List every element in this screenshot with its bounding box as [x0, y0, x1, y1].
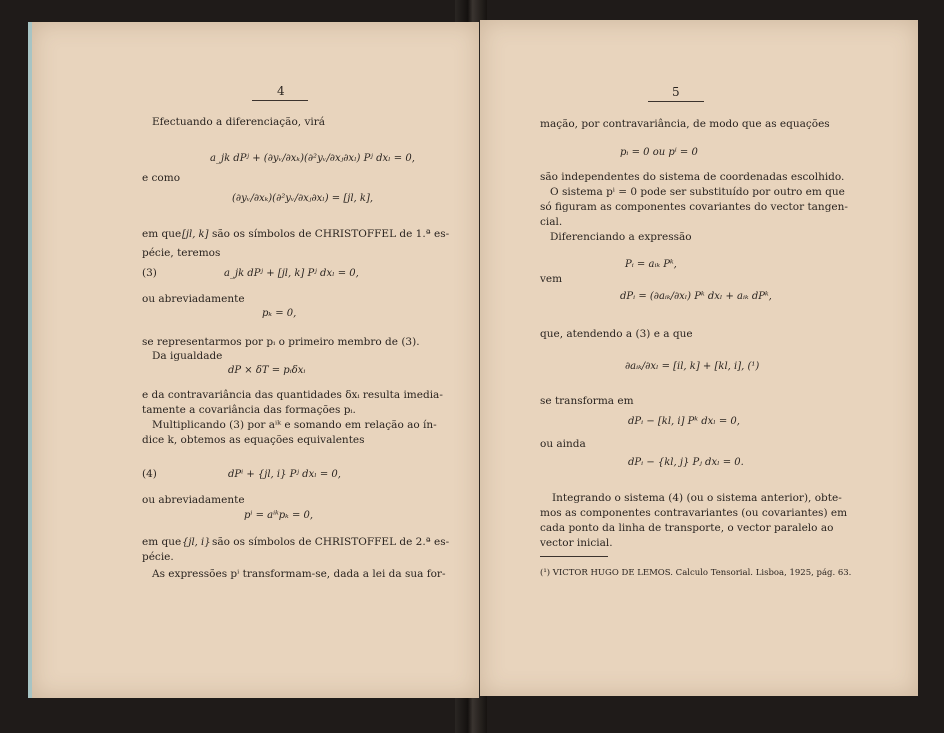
equation: dPᵢ = (∂aᵢₖ/∂xₗ) Pᵏ dxₗ + aᵢₖ dPᵏ, — [620, 291, 772, 302]
text-line: mação, por contravariância, de modo que as equações — [540, 118, 830, 130]
text-line: ou abreviadamente — [142, 293, 245, 305]
footnote-rule — [540, 556, 608, 557]
page-number: 5 — [672, 85, 680, 99]
text-line: se transforma em — [540, 395, 634, 407]
text-line: ou abreviadamente — [142, 494, 245, 506]
equation: (∂yᵥ/∂xₖ)(∂²yᵥ/∂xⱼ∂xₗ) = [jl, k], — [232, 193, 374, 204]
right-page — [480, 20, 918, 696]
equation: dP × δT = pᵢδxᵢ — [228, 365, 306, 376]
text-line: Da igualdade — [152, 350, 223, 362]
text-line: em que — [142, 228, 182, 240]
equation: dPⁱ + {jl, i} Pʲ dxₗ = 0, — [228, 469, 341, 480]
equation: [jl, k] — [182, 229, 209, 240]
text-line: As expressões pⁱ transformam-se, dada a lei da sua for- — [152, 568, 446, 580]
text-line: pécie, teremos — [142, 247, 221, 259]
text-line: em que — [142, 536, 182, 548]
text-line: são independentes do sistema de coordenadas escolhido. — [540, 171, 845, 183]
equation: a_jk dPʲ + (∂yᵥ/∂xₖ)(∂²yᵥ/∂xⱼ∂xₗ) Pʲ dxₗ = 0, — [210, 153, 415, 164]
text-line: são os símbolos de CHRISTOFFEL de 1.ª es- — [212, 228, 450, 240]
text-line: que, atendendo a (3) e a que — [540, 328, 693, 340]
text-line: mos as componentes contravariantes (ou covariantes) em — [540, 507, 848, 519]
equation-label: (4) — [142, 468, 157, 480]
equation-label: (3) — [142, 267, 157, 279]
text-line: se representarmos por pᵢ o primeiro membro de (3). — [142, 336, 420, 348]
text-line: Multiplicando (3) por aⁱᵏ e somando em relação ao ín- — [152, 419, 437, 431]
equation: pₖ = 0, — [262, 308, 297, 319]
equation: pⁱ = aⁱᵏpₖ = 0, — [244, 510, 314, 521]
equation: pᵢ = 0 ou pⁱ = 0 — [620, 147, 698, 158]
page-number-rule — [648, 101, 704, 102]
text-line: cada ponto da linha de transporte, o vector paralelo ao — [540, 522, 834, 534]
text-line: vector inicial. — [540, 537, 613, 549]
page-number: 4 — [277, 84, 285, 98]
text-line: são os símbolos de CHRISTOFFEL de 2.ª es- — [212, 536, 450, 548]
text-line: e como — [142, 172, 181, 184]
text-line: Diferenciando a expressão — [550, 231, 692, 243]
equation: dPᵢ − [kl, i] Pᵏ dxₗ = 0, — [628, 416, 740, 427]
text-line: Integrando o sistema (4) (ou o sistema anterior), obte- — [552, 492, 842, 504]
text-line: ou ainda — [540, 438, 586, 450]
equation: dPᵢ − {kl, j} Pⱼ dxₗ = 0. — [628, 457, 744, 468]
text-line: dice k, obtemos as equações equivalentes — [142, 434, 365, 446]
text-line: cial. — [540, 216, 563, 228]
equation: ∂aᵢₖ/∂xₗ = [il, k] + [kl, i], (¹) — [625, 361, 760, 372]
text-line: Efectuando a diferenciação, virá — [152, 116, 326, 128]
text-line: só figuram as componentes covariantes do vector tangen- — [540, 201, 848, 213]
text-line: e da contravariância das quantidades δxᵢ resulta imedia- — [142, 389, 443, 401]
equation: {jl, i} — [182, 537, 211, 548]
text-line: O sistema pⁱ = 0 pode ser substituído por outro em que — [550, 186, 845, 198]
text-line: pécie. — [142, 551, 174, 563]
footnote: (¹) VICTOR HUGO DE LEMOS. Calculo Tensorial. Lisboa, 1925, pág. 63. — [540, 568, 852, 578]
left-page — [28, 22, 479, 698]
page-number-rule — [252, 100, 308, 101]
equation: a_jk dPʲ + [jl, k] Pʲ dxₗ = 0, — [224, 268, 359, 279]
text-line: tamente a covariância das formações pᵢ. — [142, 404, 356, 416]
text-line: vem — [540, 273, 563, 285]
equation: Pᵢ = aᵢₖ Pᵏ, — [625, 259, 677, 270]
